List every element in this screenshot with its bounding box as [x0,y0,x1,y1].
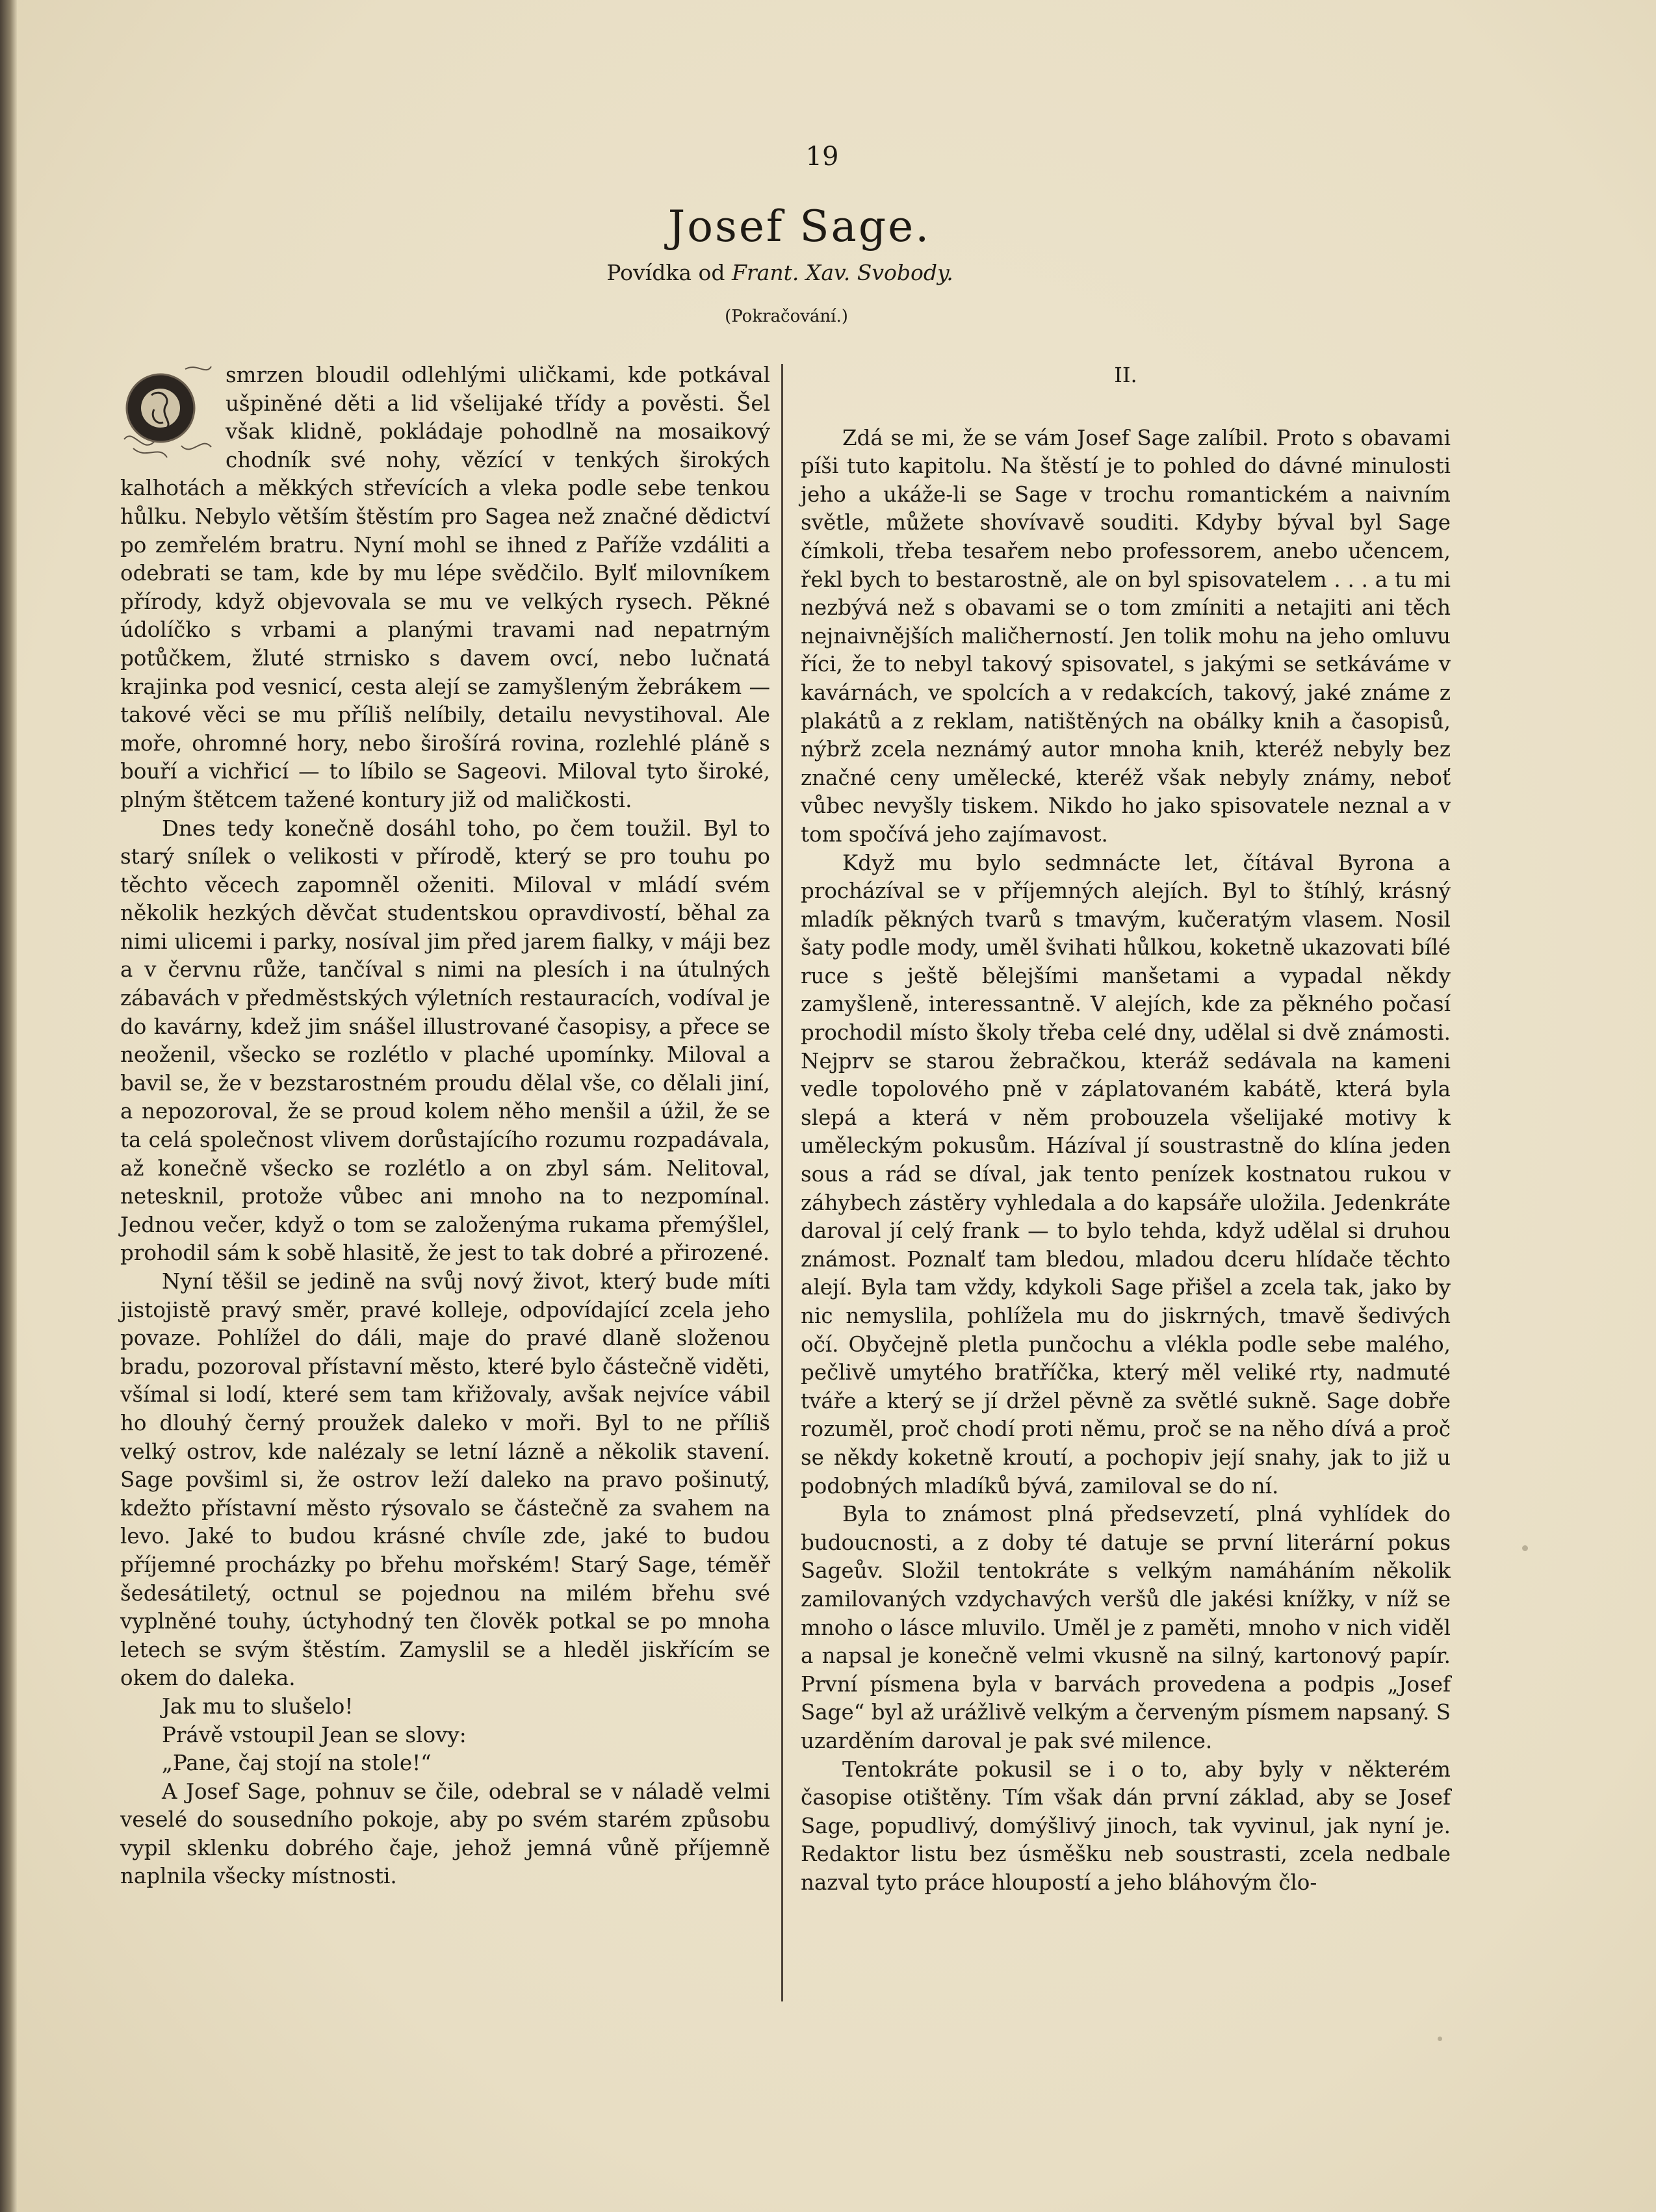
paragraph: Dnes tedy konečně dosáhl toho, po čem toužil. Byl to starý snílek o velikosti v přírodě, který se pro touhu po těchto věcech zapomněl oženiti. Miloval v mládí svém několik hezkých děvčat studentskou opravdivostí, běhal za nimi ulicemi i parky, nosíval jim před jarem fialky, v máji bez a v červnu růže, tančíval s nimi na plesích i na útulných zábavách v předměstských výletních restauracích, vodíval je do kavárny, kdež jim snášel illustrované časopisy, a přece se neoženil, všecko se rozlétlo v plaché upomínky. Miloval a bavil se, že v bezstarostném proudu dělal vše, co dělali jiní, a nepozoroval, že se proud kolem něho menšil a úžil, že se ta celá společnost vlivem dorůstajícího rozumu rozpadávala, až konečně všecko se rozlétlo a on zbyl sám. Nelitoval, netesknil, protože vůbec ani mnoho na to nezpomínal. Jednou večer, když o tom se založenýma rukama přemýšlel, prohodil sám k sobě hlasitě, že jest to tak dobré a přirozené. [120,816,770,1266]
left-column [120,361,770,1891]
section-heading: II. [1114,363,1137,387]
right-column [801,361,1451,1897]
paragraph: Tentokráte pokusil se i o to, aby byly v některém časopise otištěny. Tím však dán první základ, aby se Josef Sage, popudlivý, domýšlivý jinoch, tak vyvinul, jak nyní je. Redaktor listu bez úsměšku neb soustrasti, zcela nedbale nazval tyto práce hloupostí a jeho bláhovým člo- [801,1756,1451,1895]
paragraph: Když mu bylo sedmnácte let, čítával Byrona a procházíval se v příjemných alejích. Byl to štíhlý, krásný mladík pěkných tvarů s tmavým, kučeratým vlasem. Nosil šaty podle mody, uměl švihati hůlkou, koketně ukazovati bílé ruce s ještě bělejšími manšetami a vypadal někdy zamyšleně, interessantně. V alejích, kde za pěkného počasí prochodil místo školy třeba celé dny, udělal si dvě známosti. Nejprv se starou žebračkou, kteráž sedávala na kameni vedle topolového pně v záplatovaném kabátě, která byla slepá a která v něm probouzela všelijaké motivy k uměleckým pokusům. Házíval jí soustrastně do klína jeden sous a rád se díval, jak tento penízek kostnatou rukou v záhybech zástěry vyhledala a do kapsáře uložila. Jedenkráte daroval jí celý frank — to bylo tehda, když udělal si druhou známost. Poznalť tam bledou, mladou dceru hlídače těchto alejí. Byla tam vždy, kdykoli Sage přišel a zcela tak, jako by nic nemyslila, pohlížela mu do jiskrných, tmavě šedivých očí. Obyčejně pletla punčochu a vlékla podle sebe malého, pečlivě umytého bratříčka, který měl veliké rty, nadmuté tváře a který se jí držel pěvně za světlé sukně. Sage dobře rozuměl, proč chodí proti němu, proč se na něho dívá a proč se někdy koketně kroutí, a pochopiv její snahy, jak to již u podobných mladíků bývá, zamiloval se do ní. [801,850,1451,1498]
paragraph: Zdá se mi, že se vám Josef Sage zalíbil. Proto s obavami píši tuto kapitolu. Na štěstí je to pohled do dávné minulosti jeho a ukáže-li se Sage v trochu romantickém a naivním světle, můžete shovívavě souditi. Kdyby býval byl Sage čímkoli, třeba tesařem nebo professorem, anebo učencem, řekl bych to bestarostně, ale on byl spisovatelem . . . a tu mi nezbývá než s obavami se o tom zmíniti a netajiti ani těch nejnaivnějších maličherností. Jen tolik mohu na jeho omluvu říci, že to nebyl takový spisovatel, s jakými se setkáváme v kavárnách, ve spolcích a v redakcích, takový, jaké známe z plakátů a z reklam, natištěných na obálky knih a časopisů, nýbrž zcela neznámý autor mnoha knih, kteréž nebyly bez značné ceny umělecké, kteréž však nebyly známy, neboť vůbec nevyšly tiskem. Nikdo ho jako spisovatele neznal a v tom spočívá jeho zajímavost. [801,425,1451,847]
continued-note: (Pokračování.) [725,307,848,326]
subtitle-prefix: Povídka od [606,260,725,285]
paragraph: „Pane, čaj stojí na stole!“ [162,1751,432,1776]
paragraph: Právě vstoupil Jean se slovy: [162,1722,467,1747]
story-title: Josef Sage. [667,201,931,251]
paragraph: Jak mu to slušelo! [162,1693,354,1719]
page-number: 19 [805,142,839,172]
paragraph: A Josef Sage, pohnuv se čile, odebral se v náladě velmi veselé do sousedního pokoje, aby po svém starém způsobu vypil sklenku dobrého čaje, jehož jemná vůně příjemně naplnila všecky místnosti. [120,1779,770,1889]
paragraph-text: smrzen bloudil odlehlými uličkami, kde potkával ušpiněné děti a lid všelijaké třídy a pověsti. Šel však klidně, pokládaje pohodlně na mosaikový chodník své nohy, vězící v tenkých širokých kalhotách a měkkých střevících a vleka podle sebe tenkou hůlku. Nebylo větším štěstím pro Sagea než značné dědictví po zemřelém bratru. Nyní mohl se ihned z Paříže vzdáliti a odebrati se tam, kde by mu lépe svědčilo. Bylť milovníkem přírody, když objevovala se mu ve velkých rysech. Pěkné údolíčko s vrbami a planými travami nad nepatrným potůčkem, žluté strnisko s davem ovcí, nebo lučnatá krajinka pod vesnicí, cesta alejí se zamyšleným žebrákem — takové věci se mu příliš nelíbily, detailu nevystihoval. Ale moře, ohromné hory, nebo širošírá rovina, rozlehlé pláně s bouří a vichřicí — to líbilo se Sageovi. Miloval tyto široké, plným štětcem tažené kontury již od maličkosti. [120,363,770,812]
page-binding-edge [0,0,17,2212]
paragraph: Nyní těšil se jedině na svůj nový život, který bude míti jistojistě pravý směr, pravé kolleje, odpovídající zcela jeho povaze. Pohlížel do dáli, maje do pravé dlaně složenou bradu, pozoroval přístavní město, které bylo částečně viděti, všímal si lodí, které sem tam křižovaly, avšak nejvíce vábil ho dlouhý černý proužek daleko v moři. Byl to ne příliš velký ostrov, kde nalézaly se letní lázně a několik stavení. Sage povšiml si, že ostrov leží daleko na pravo pošinutý, kdežto přístavní město rýsovalo se částečně za svahem na levo. Jaké to budou krásné chvíle zde, jaké to budou příjemné procházky po břehu mořském! Starý Sage, téměř šedesátiletý, octnul se pojednou na milém břehu své vyplněné touhy, úctyhodný ten člověk potkal se po mnoha letech se svým štěstím. Zamyslil se a hleděl jiskřícím se okem do daleka. [120,1269,770,1691]
drop-cap-ornament-icon [120,363,215,460]
paragraph [120,361,770,815]
story-subtitle [455,260,1105,285]
paper-speck [1522,1545,1528,1551]
author-name: Frant. Xav. Svobody. [732,260,953,285]
ornamental-drop-cap [120,363,215,460]
paper-speck [1438,2037,1442,2041]
paragraph: Byla to známost plná předsevzetí, plná vyhlídek do budoucnosti, a z doby té datuje se první literární pokus Sageův. Složil tentokráte s velkým namáháním několik zamilovaných vzdychavých veršů dle jakési knížky, v níž se mnoho o lásce mluvilo. Uměl je z paměti, mnoho v nich viděl a napsal je konečně velmi vkusně na silný, kartonový papír. První písmena byla v barvách provedena a podpis „Josef Sage“ byl až urážlivě velkým a červeným písmem napsaný. S uzarděním daroval je pak své milence. [801,1502,1451,1753]
column-divider [781,364,783,2001]
